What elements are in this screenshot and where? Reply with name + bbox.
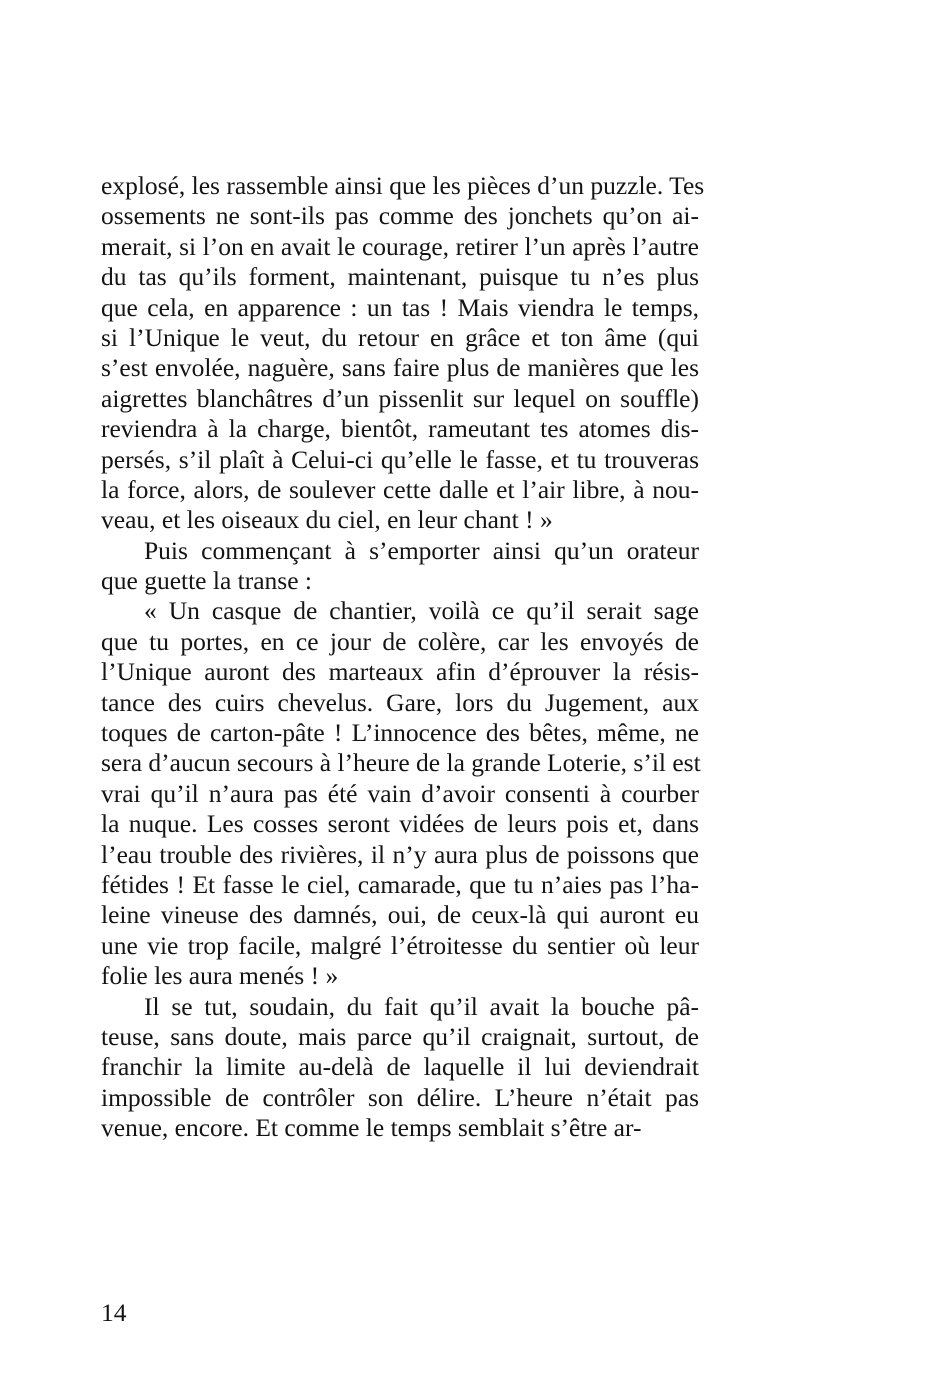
text-line: tance des cuirs chevelus. Gare, lors du Jugement, aux: [101, 687, 699, 717]
text-line: s’est envolée, naguère, sans faire plus de manières que les: [101, 353, 699, 383]
text-line: merait, si l’on en avait le courage, retirer l’un après l’autre: [101, 231, 699, 261]
text-line: la nuque. Les cosses seront vidées de leurs pois et, dans: [101, 809, 699, 839]
text-line: reviendra à la charge, bientôt, rameutant tes atomes dis-: [101, 414, 699, 444]
text-line: ossements ne sont-ils pas comme des jonchets qu’on ai-: [101, 201, 699, 231]
text-line: vrai qu’il n’aura pas été vain d’avoir consenti à courber: [101, 778, 699, 808]
text-line: toques de carton-pâte ! L’innocence des bêtes, même, ne: [101, 718, 699, 748]
text-line: une vie trop facile, malgré l’étroitesse du sentier où leur: [101, 930, 699, 960]
page-number: 14: [101, 1298, 127, 1327]
text-line: la force, alors, de soulever cette dalle et l’air libre, à nou-: [101, 474, 699, 504]
text-line: Il se tut, soudain, du fait qu’il avait la bouche pâ-: [144, 991, 699, 1021]
text-line: que guette la transe :: [101, 566, 312, 596]
text-line: si l’Unique le veut, du retour en grâce et ton âme (qui: [101, 322, 699, 352]
text-line: leine vineuse des damnés, oui, de ceux-là qui auront eu: [101, 900, 699, 930]
text-line: sera d’aucun secours à l’heure de la grande Loterie, s’il est: [101, 748, 701, 778]
text-line: que cela, en apparence : un tas ! Mais viendra le temps,: [101, 292, 699, 322]
paragraph: [101, 992, 699, 1144]
text-line: fétides ! Et fasse le ciel, camarade, que tu n’aies pas l’ha-: [101, 869, 699, 899]
body-text: [101, 171, 705, 1144]
text-line: Puis commençant à s’emporter ainsi qu’un orateur: [144, 535, 699, 565]
text-line: teuse, sans doute, mais parce qu’il craignait, surtout, de: [101, 1021, 699, 1051]
text-line: veau, et les oiseaux du ciel, en leur chant ! »: [101, 505, 553, 535]
text-line: que tu portes, en ce jour de colère, car les envoyés de: [101, 626, 699, 656]
text-line: « Un casque de chantier, voilà ce qu’il serait sage: [144, 596, 699, 626]
text-line: l’Unique auront des marteaux afin d’éprouver la résis-: [101, 657, 699, 687]
text-line: explosé, les rassemble ainsi que les pièces d’un puzzle. Tes: [101, 171, 705, 200]
text-line: franchir la limite au-delà de laquelle il lui deviendrait: [101, 1052, 699, 1082]
paragraph: [101, 171, 705, 536]
text-line: venue, encore. Et comme le temps semblait s’être ar-: [101, 1113, 642, 1143]
text-line: du tas qu’ils forment, maintenant, puisque tu n’es plus: [101, 262, 699, 292]
paragraph: [101, 536, 699, 597]
text-line: persés, s’il plaît à Celui-ci qu’elle le fasse, et tu trouveras: [101, 444, 699, 474]
paragraph: [101, 596, 699, 991]
text-line: impossible de contrôler son délire. L’heure n’était pas: [101, 1082, 699, 1112]
text-line: folie les aura menés ! »: [101, 961, 339, 991]
text-line: l’eau trouble des rivières, il n’y aura plus de poissons que: [101, 839, 699, 869]
text-line: aigrettes blanchâtres d’un pissenlit sur lequel on souffle): [101, 383, 699, 413]
